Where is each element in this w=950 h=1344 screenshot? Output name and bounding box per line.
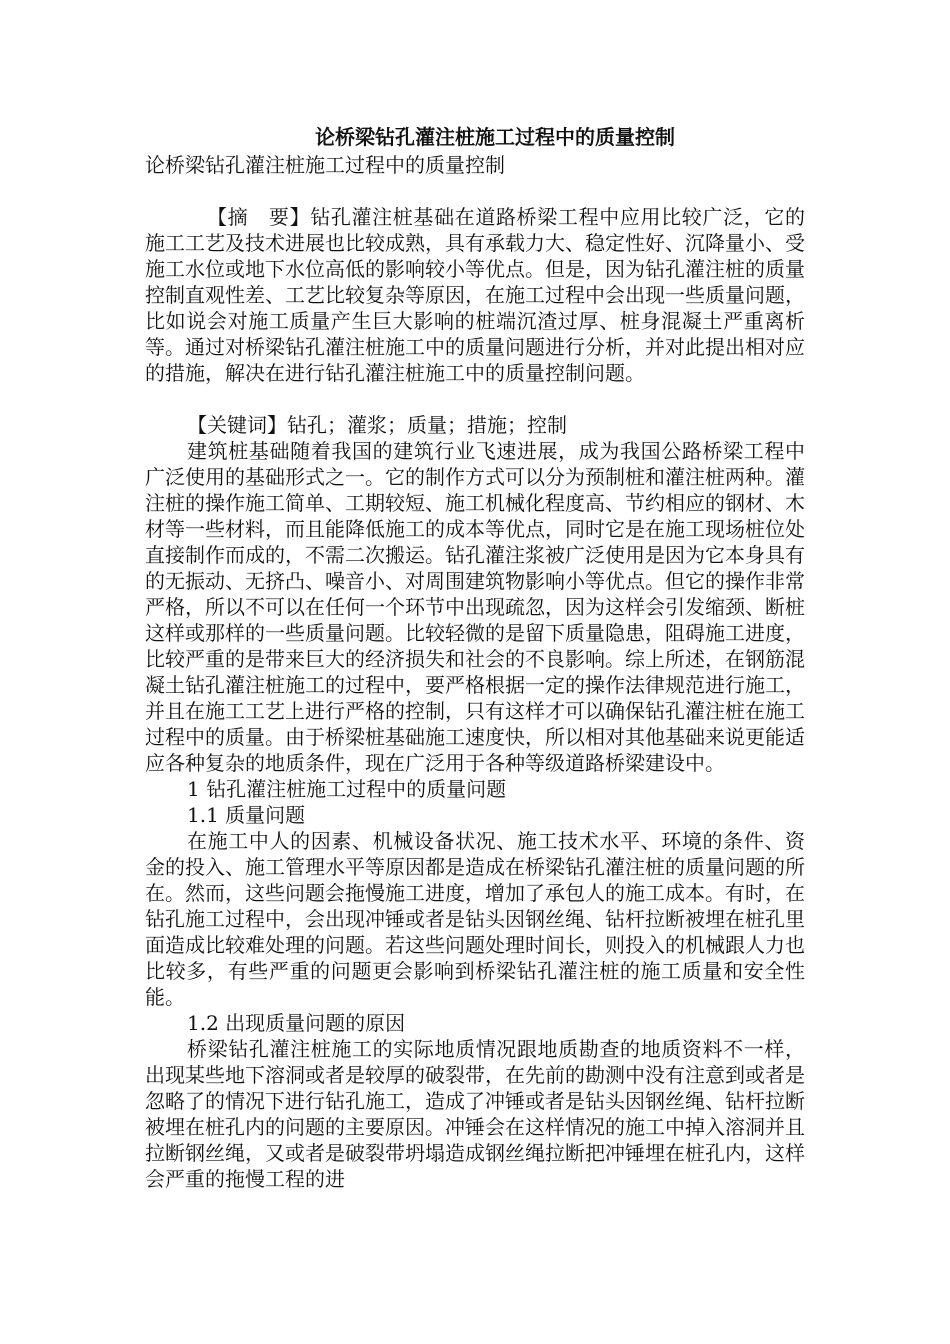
document-title: 论桥梁钻孔灌注桩施工过程中的质量控制 — [315, 125, 675, 149]
document-subtitle: 论桥梁钻孔灌注桩施工过程中的质量控制 — [145, 153, 505, 177]
section-1-2-heading: 1.2 出现质量问题的原因 — [187, 1011, 406, 1035]
blank-line — [145, 178, 805, 204]
abstract-paragraph: 【摘 要】钻孔灌注桩基础在道路桥梁工程中应用比较广泛，它的施工工艺及技术进展也比较成熟，具有承载力大、稳定性好、沉降量小、受施工水位或地下水位高低的影响较小等优点。但是，因为钻孔灌注桩的质量控制直观性差、工艺比较复杂等原因，在施工过程中会出现一些质量问题，比如说会对施工质量产生巨大影响的桩端沉渣过厚、桩身混凝土严重离析等。通过对桥梁钻孔灌注桩施工中的质量问题进行分析，并对此提出相对应的措施，解决在进行钻孔灌注桩施工中的质量控制问题。 — [145, 205, 805, 385]
section-1-2-paragraph: 桥梁钻孔灌注桩施工的实际地质情况跟地质勘查的地质资料不一样，出现某些地下溶洞或者是较厚的破裂带，在先前的勘测中没有注意到或者是忽略了的情况下进行钻孔施工，造成了冲锤或者是钻头因钢丝绳、钻杆拉断被埋在桩孔内的问题的主要原因。冲锤会在这样情况的施工中掉入溶洞并且拉断钢丝绳，又或者是破裂带坍塌造成钢丝绳拉断把冲锤埋在桩孔内，这样会严重的拖慢工程的进 — [145, 1037, 805, 1191]
section-1-heading: 1 钻孔灌注桩施工过程中的质量问题 — [187, 777, 507, 801]
keywords-line: 【关键词】钻孔；灌浆；质量；措施；控制 — [187, 413, 567, 437]
section-1-1-paragraph: 在施工中人的因素、机械设备状况、施工技术水平、环境的条件、资金的投入、施工管理水平等原因都是造成在桥梁钻孔灌注桩的质量问题的所在。然而，这些问题会拖慢施工进度，增加了承包人的施工成本。有时，在钻孔施工过程中，会出现冲锤或者是钻头因钢丝绳、钻杆拉断被埋在桩孔里面造成比较难处理的问题。若这些问题处理时间长，则投入的机械跟人力也比较多，有些严重的问题更会影响到桥梁钻孔灌注桩的施工质量和安全性能。 — [145, 829, 805, 1009]
section-1-1-heading: 1.1 质量问题 — [187, 803, 306, 827]
document-page — [145, 122, 805, 1192]
intro-paragraph: 建筑桩基础随着我国的建筑行业飞速进展，成为我国公路桥梁工程中广泛使用的基础形式之一。它的制作方式可以分为预制桩和灌注桩两种。灌注桩的操作施工简单、工期较短、施工机械化程度高、节约相应的钢材、木材等一些材料，而且能降低施工的成本等优点，同时它是在施工现场桩位处直接制作而成的，不需二次搬运。钻孔灌注浆被广泛使用是因为它本身具有的无振动、无挤凸、噪音小、对周围建筑物影响小等优点。但它的操作非常严格，所以不可以在任何一个环节中出现疏忽，因为这样会引发缩颈、断桩这样或那样的一些质量问题。比较轻微的是留下质量隐患，阻碍施工进度，比较严重的是带来巨大的经济损失和社会的不良影响。综上所述，在钢筋混凝土钻孔灌注桩施工的过程中，要严格根据一定的操作法律规范进行施工，并且在施工工艺上进行严格的控制，只有这样才可以确保钻孔灌注桩在施工过程中的质量。由于桥梁桩基础施工速度快，所以相对其他基础来说更能适应各种复杂的地质条件，现在广泛用于各种等级道路桥梁建设中。 — [145, 439, 805, 775]
blank-line — [145, 386, 805, 412]
